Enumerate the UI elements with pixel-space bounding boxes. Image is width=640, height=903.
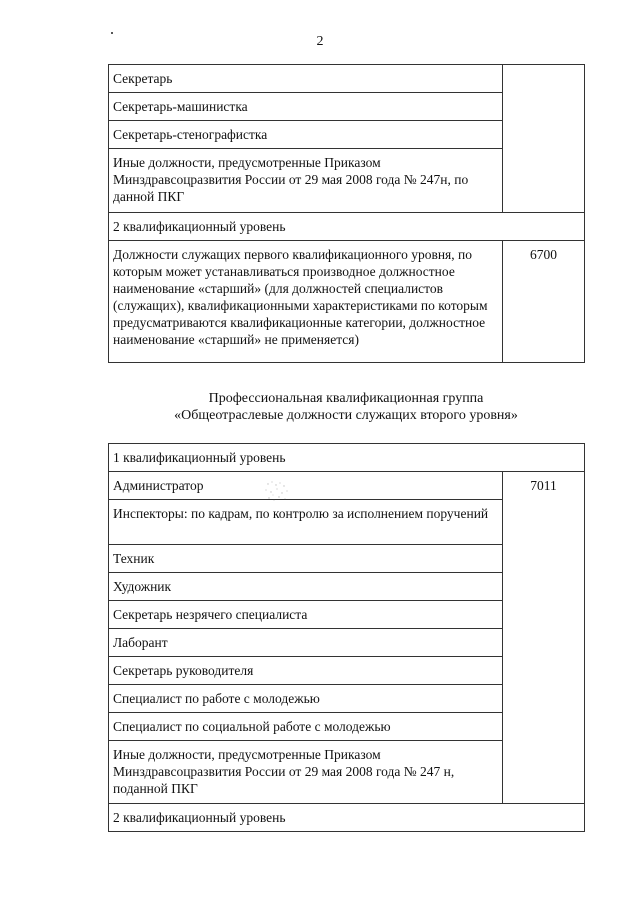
salary-value: 7011 <box>503 472 585 804</box>
group-title-line2: «Общеотраслевые должности служащих второго уровня» <box>174 408 518 423</box>
position-row: Администратор <box>109 472 503 500</box>
salary-value: 6700 <box>503 241 585 363</box>
position-row: Секретарь незрячего специалиста <box>109 601 503 629</box>
position-row: Специалист по социальной работе с молодежью <box>109 713 503 741</box>
salary-table-level1-group <box>108 64 585 363</box>
position-row: Секретарь руководителя <box>109 657 503 685</box>
page-number: 2 <box>316 34 324 49</box>
position-row: Специалист по работе с молодежью <box>109 685 503 713</box>
position-row: Секретарь-машинистка <box>109 93 503 121</box>
salary-cell-empty <box>503 65 585 213</box>
position-row: Должности служащих первого квалификационного уровня, по которым может устанавливаться производное должностное наименование «старший» (для должностей специалистов (служащих), квалификационными характеристиками по которым предусматриваются квалификационные категории, должностное наименование «старший» не применяется) <box>109 241 503 363</box>
qualification-level-header: 2 квалификационный уровень <box>109 804 585 832</box>
position-row: Иные должности, предусмотренные Приказом Минздравсоцразвития России от 29 мая 2008 года № 247 н, поданной ПКГ <box>109 741 503 804</box>
qualification-level-header: 1 квалификационный уровень <box>109 444 585 472</box>
position-row: Секретарь-стенографистка <box>109 121 503 149</box>
group-title <box>108 390 584 424</box>
position-row: Техник <box>109 545 503 573</box>
position-row: Инспекторы: по кадрам, по контролю за исполнением поручений <box>109 500 503 545</box>
position-row: Художник <box>109 573 503 601</box>
qualification-level-header: 2 квалификационный уровень <box>109 213 585 241</box>
faint-stamp-mark <box>262 480 290 504</box>
position-row: Лаборант <box>109 629 503 657</box>
group-title-line1: Профессиональная квалификационная группа <box>208 391 484 406</box>
position-row: Секретарь <box>109 65 503 93</box>
salary-table-level2-group <box>108 443 585 832</box>
position-row: Иные должности, предусмотренные Приказом Минздравсоцразвития России от 29 мая 2008 года № 247н, по данной ПКГ <box>109 149 503 213</box>
